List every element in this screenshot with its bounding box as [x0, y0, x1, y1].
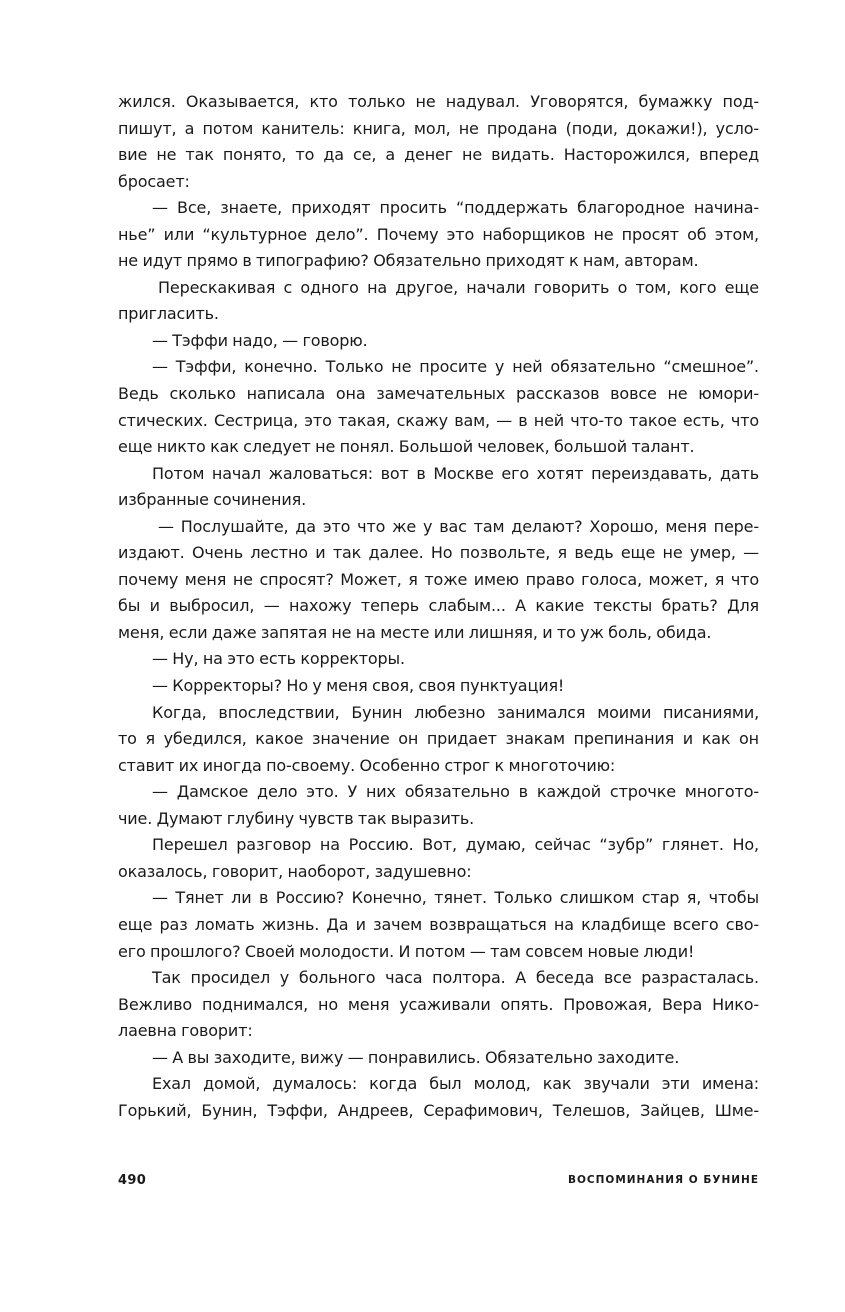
text-line: издают. Очень лестно и так далее. Но позвольте, я ведь еще не умер, —	[118, 543, 759, 563]
text-line: Ведь сколько написала она замечательных рассказов вовсе не юмори-	[118, 384, 759, 404]
text-line: — Тэффи, конечно. Только не просите у ней обязательно “смешное”.	[152, 357, 759, 377]
text-line: то я убедился, какое значение он придает знакам препинания и как он	[118, 729, 759, 749]
text-line: пишут, а потом канитель: книга, мол, не продана (поди, докажи!), усло-	[118, 118, 759, 138]
text-line: меня, если даже запятая не на месте или лишняя, и то уж боль, обида.	[118, 622, 712, 642]
text-line: бы и выбросил, — нахожу теперь слабым... А какие тексты брать? Для	[118, 596, 759, 616]
text-line: еще раз ломать жизнь. Да и зачем возвращаться на кладбище всего сво-	[118, 914, 759, 934]
text-line: его прошлого? Своей молодости. И потом — там совсем новые люди!	[118, 941, 695, 961]
text-line: — Тэффи надо, — говорю.	[152, 330, 368, 350]
text-line: — Корректоры? Но у меня своя, своя пунктуация!	[152, 676, 565, 696]
text-line: нье” или “культурное дело”. Почему это наборщиков не просят об этом,	[118, 224, 759, 244]
text-line: — Все, знаете, приходят просить “поддержать благородное начина-	[152, 198, 759, 218]
text-line: — Ну, на это есть корректоры.	[152, 649, 405, 669]
text-line: стических. Сестрица, это такая, скажу вам, — в ней что-то такое есть, что	[118, 410, 759, 430]
running-title: ВОСПОМИНАНИЯ О БУНИНЕ	[567, 1174, 759, 1186]
text-line: Вежливо поднимался, но меня усаживали опять. Провожая, Вера Нико-	[118, 994, 759, 1014]
text-line: еще никто как следует не понял. Большой человек, большой талант.	[118, 437, 695, 457]
text-line: — А вы заходите, вижу — понравились. Обязательно заходите.	[152, 1047, 680, 1067]
text-line: — Тянет ли в Россию? Конечно, тянет. Только слишком стар я, чтобы	[152, 888, 759, 908]
text-line: ставит их иногда по-своему. Особенно строг к многоточию:	[118, 755, 616, 775]
text-line: Потом начал жаловаться: вот в Москве его хотят переиздавать, дать	[152, 463, 759, 483]
text-line: оказалось, говорит, наоборот, задушевно:	[118, 861, 472, 881]
text-line: пригласить.	[118, 304, 219, 324]
text-line: бросает:	[118, 171, 190, 191]
text-line: чие. Думают глубину чувств так выразить.	[118, 808, 475, 828]
text-line: Так просидел у больного часа полтора. А беседа все разрасталась.	[152, 968, 759, 988]
text-line: Ехал домой, думалось: когда был молод, как звучали эти имена:	[152, 1074, 759, 1094]
text-line: Горький, Бунин, Тэффи, Андреев, Серафимович, Телешов, Зайцев, Шме-	[118, 1100, 759, 1120]
text-line: вие не так понято, то да се, а денег не видать. Насторожился, вперед	[118, 145, 759, 165]
text-line: Перескакивая с одного на другое, начали говорить о том, кого еще	[158, 277, 759, 297]
text-line: избранные сочинения.	[118, 490, 307, 510]
page-body-text	[118, 89, 759, 1124]
text-line: не идут прямо в типографию? Обязательно приходят к нам, авторам.	[118, 251, 699, 271]
text-line: — Послушайте, да это что же у вас там делают? Хорошо, меня пере-	[158, 516, 759, 536]
text-line: почему меня не спросят? Может, я тоже имею право голоса, может, я что	[118, 569, 759, 589]
text-line: жился. Оказывается, кто только не надувал. Уговорятся, бумажку под-	[118, 92, 759, 111]
page-number: 490	[118, 1173, 147, 1188]
text-line: Перешел разговор на Россию. Вот, думаю, сейчас “зубр” глянет. Но,	[152, 835, 759, 855]
text-line: лаевна говорит:	[118, 1021, 253, 1041]
text-line: — Дамское дело это. У них обязательно в каждой строчке многото-	[152, 782, 759, 802]
text-line: Когда, впоследствии, Бунин любезно занимался моими писаниями,	[152, 702, 759, 722]
